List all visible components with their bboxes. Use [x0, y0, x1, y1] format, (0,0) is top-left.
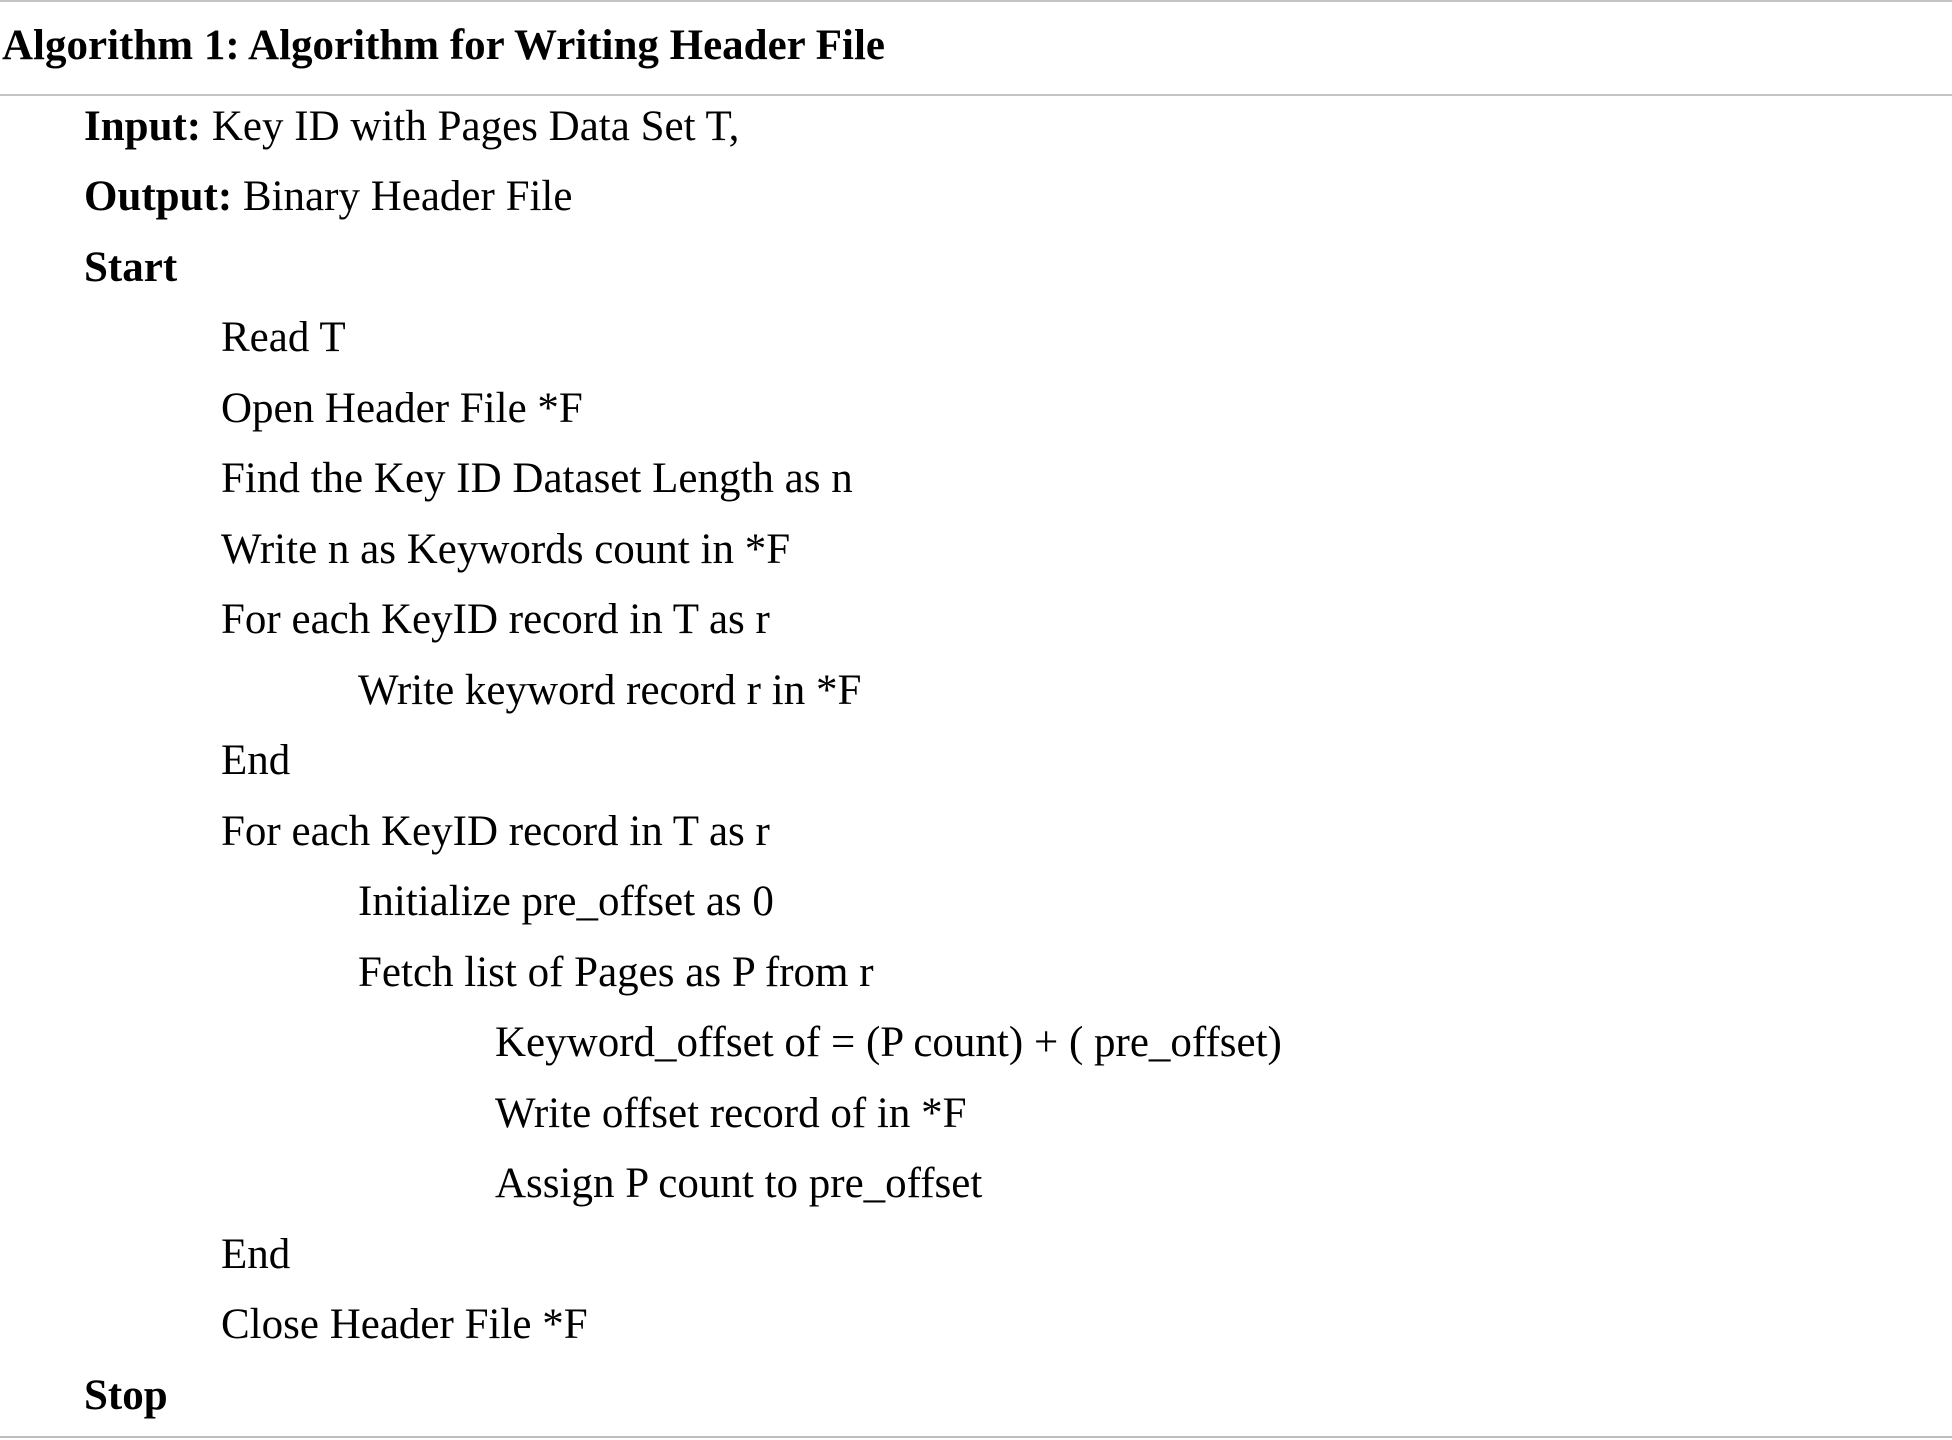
top-rule: [0, 0, 1952, 2]
step-line: Keyword_offset of = (P count) + ( pre_offset): [495, 1019, 1282, 1066]
title-divider: [0, 94, 1952, 96]
step-line: Close Header File *F: [221, 1301, 588, 1348]
stop-keyword: Stop: [84, 1372, 168, 1419]
step-line: For each KeyID record in T as r: [221, 596, 770, 643]
input-value: Key ID with Pages Data Set T,: [211, 103, 740, 150]
step-line: For each KeyID record in T as r: [221, 808, 770, 855]
step-line: Find the Key ID Dataset Length as n: [221, 455, 853, 502]
step-line: Fetch list of Pages as P from r: [358, 949, 874, 996]
input-line: [84, 99, 739, 155]
step-line: Read T: [221, 314, 346, 361]
output-value: Binary Header File: [242, 173, 573, 220]
step-line: Initialize pre_offset as 0: [358, 878, 774, 925]
step-line: Write keyword record r in *F: [358, 667, 862, 714]
algorithm-title: Algorithm 1: Algorithm for Writing Header File: [2, 22, 885, 69]
start-keyword: Start: [84, 244, 178, 291]
step-line: Write offset record of in *F: [495, 1090, 967, 1137]
output-line: [84, 169, 572, 225]
step-line: Write n as Keywords count in *F: [221, 526, 791, 573]
step-line: Assign P count to pre_offset: [495, 1160, 983, 1207]
bottom-rule: [0, 1436, 1952, 1438]
output-label: Output:: [84, 173, 233, 220]
input-label: Input:: [84, 103, 202, 150]
step-line: Open Header File *F: [221, 385, 583, 432]
step-line: End: [221, 1231, 291, 1278]
step-line: End: [221, 737, 291, 784]
